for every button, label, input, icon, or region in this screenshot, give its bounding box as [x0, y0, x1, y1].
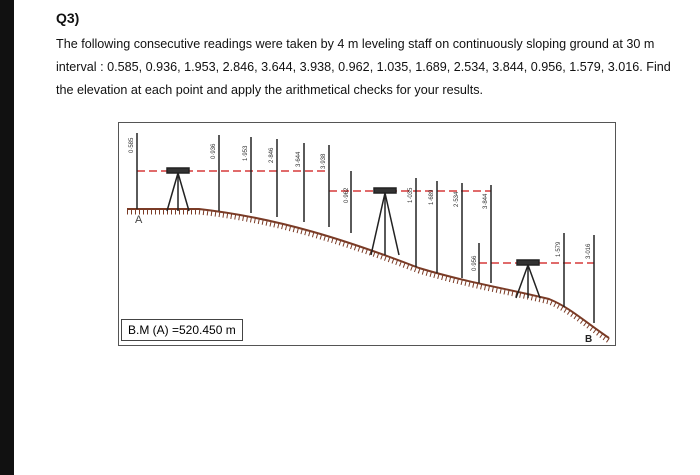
reading-label-4: 2·846: [269, 147, 275, 163]
reading-label-13: 1·579: [556, 241, 562, 257]
reading-label-10: 2·534: [454, 191, 460, 207]
reading-label-2: 0·936: [211, 143, 217, 159]
reading-label-1: 0·585: [129, 137, 135, 153]
question-text: The following consecutive readings were taken by 4 m leveling staff on continuously sloping ground at 30 m interval : 0.585, 0.936, 1.953, 2.846, 3.644, 3.938, 0.962, 1.035, 1.689, 2.534, 3.844, 0.956, 1.579, 3.016. Find the elevation at each point and apply the arithmetical checks for your results.: [56, 37, 671, 97]
reading-label-11: 3·844: [483, 193, 489, 209]
reading-label-6: 3·938: [321, 153, 327, 169]
reading-label-3: 1·953: [243, 145, 249, 161]
reading-label-7: 0·962: [344, 187, 350, 203]
question-block: [56, 10, 686, 102]
leveling-figure: [118, 122, 616, 346]
reading-label-8: 1·035: [408, 187, 414, 203]
reading-label-5: 3·644: [296, 151, 302, 167]
point-b-label: B: [585, 334, 593, 345]
level-instrument-1: [167, 168, 189, 211]
benchmark-label: B.M (A) =520.450 m: [121, 319, 243, 341]
point-a-label: A: [135, 214, 143, 226]
level-instrument-2: [371, 188, 399, 255]
reading-label-12: 0·956: [472, 255, 478, 271]
leveling-diagram: [119, 123, 615, 345]
reading-label-14: 3·016: [586, 243, 592, 259]
left-dark-bar: [0, 0, 14, 475]
reading-label-9: 1·689: [429, 189, 435, 205]
question-title: Q3): [56, 10, 80, 26]
